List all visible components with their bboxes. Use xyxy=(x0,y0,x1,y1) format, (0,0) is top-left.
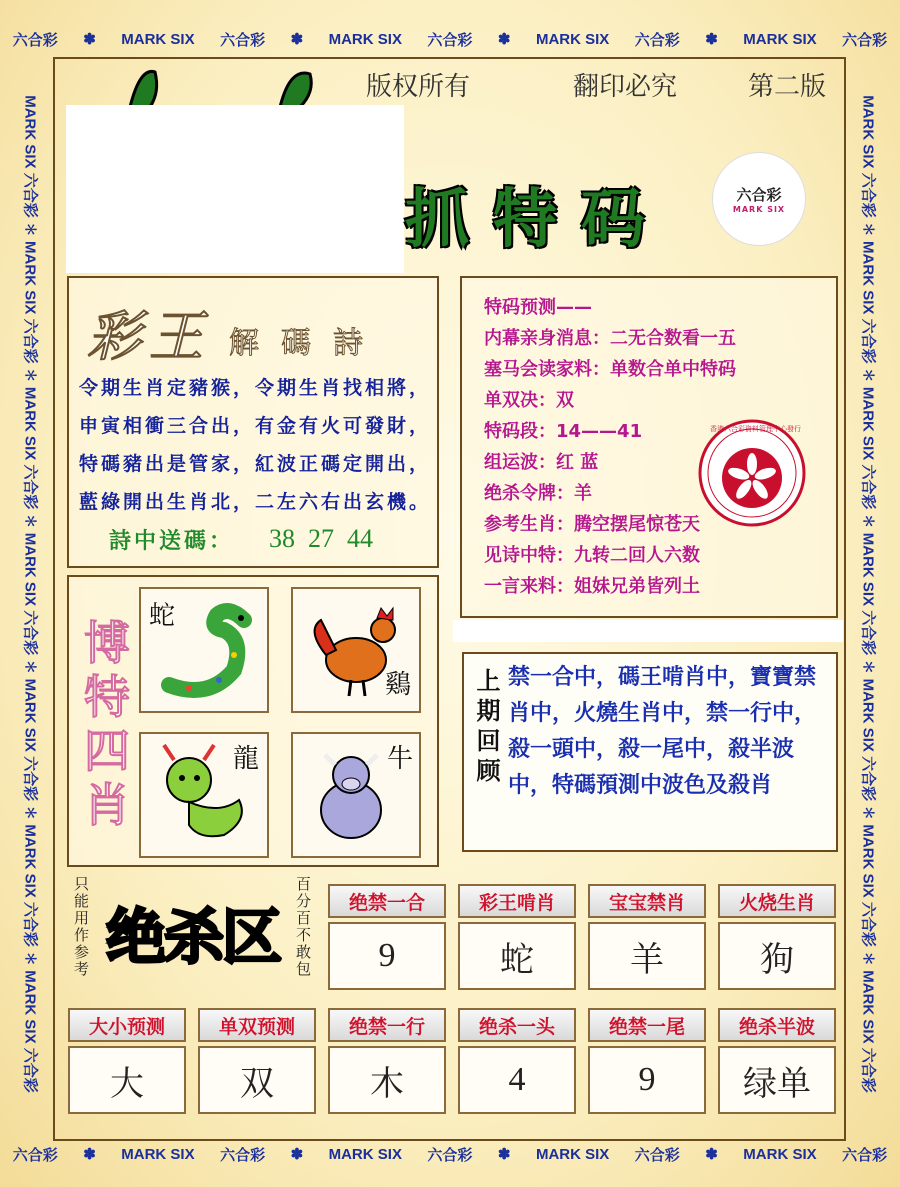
border-text: MARK SIX xyxy=(743,1145,817,1163)
kill-label: 宝宝禁肖 xyxy=(588,884,706,918)
prediction-line: 绝杀令牌：羊 xyxy=(484,483,592,504)
four-animals-title: 博特四肖 xyxy=(84,618,130,831)
right-note: 百分百不敢包 xyxy=(294,876,310,978)
review-text: 禁一合中，碼王啃肖中，寶寶禁肖中，火燒生肖中，禁一行中，殺一頭中，殺一尾中，殺半波中，特碼預測中波色及殺肖 xyxy=(508,665,817,798)
poem-line: 特碼豬出是管家，紅波正碼定開出， xyxy=(79,454,432,475)
poem-line: 藍綠開出生肖北，二左六右出玄機。 xyxy=(79,492,432,513)
kill-value: 蛇 xyxy=(458,922,576,990)
seal-text: 香港六合彩資料管理中心發行 xyxy=(710,425,801,433)
review-label: 上期回顾 xyxy=(472,668,500,788)
prediction-line: 特码段：14——41 xyxy=(484,421,643,442)
animal-label: 蛇 xyxy=(149,601,176,630)
border-text: MARK SIX xyxy=(328,1145,402,1163)
four-animals-box xyxy=(67,575,439,867)
top-border-strip xyxy=(0,22,900,56)
prediction-heading: 特码预测—— xyxy=(484,297,592,318)
hk-seal-icon xyxy=(697,418,807,528)
kill-label: 大小预测 xyxy=(68,1008,186,1042)
poem-send-numbers: 38 27 44 xyxy=(269,524,373,553)
kill-label: 绝杀半波 xyxy=(718,1008,836,1042)
copyright-text: 版权所有 xyxy=(366,72,471,101)
border-text: MARK SIX 六合彩 ✽ MARK SIX 六合彩 ✽ MARK SIX 六合彩 ✽ MARK SIX 六合彩 ✽ MARK SIX 六合彩 ✽ MARK SIX 六合彩 ✽ MARK SIX 六合彩 xyxy=(859,95,877,1093)
animal-label: 鷄 xyxy=(384,670,411,699)
border-text: 六合彩 xyxy=(427,31,473,49)
border-text: 六合彩 xyxy=(427,1146,473,1164)
flower-icon: ✽ xyxy=(83,31,96,48)
kill-label: 绝禁一行 xyxy=(328,1008,446,1042)
border-text: 六合彩 xyxy=(634,1146,680,1164)
flower-icon: ✽ xyxy=(83,1146,96,1163)
animal-cell-dragon xyxy=(139,732,269,858)
edition-text: 第二版 xyxy=(748,72,827,101)
animal-cell-snake xyxy=(139,587,269,713)
border-text: 六合彩 xyxy=(12,1146,58,1164)
kill-value: 9 xyxy=(588,1046,706,1114)
kill-value: 羊 xyxy=(588,922,706,990)
animal-label: 龍 xyxy=(232,744,259,773)
logo-text: 六合彩 xyxy=(736,186,782,204)
kill-value: 双 xyxy=(198,1046,316,1114)
kill-label: 单双预测 xyxy=(198,1008,316,1042)
animal-cell-rooster xyxy=(291,587,421,713)
prediction-line: 内幕亲身消息：二无合数看一五 xyxy=(484,328,736,349)
kill-value: 绿单 xyxy=(718,1046,836,1114)
animal-cell-ox xyxy=(291,732,421,858)
blank-area xyxy=(66,105,404,273)
border-text: MARK SIX xyxy=(121,30,195,48)
poem-box xyxy=(67,276,439,568)
prediction-line: 参考生肖：腾空摆尾惊苍天 xyxy=(484,514,700,535)
border-text: MARK SIX xyxy=(743,30,817,48)
flower-icon: ✽ xyxy=(290,31,304,48)
border-text: MARK SIX xyxy=(328,30,402,48)
kill-value: 4 xyxy=(458,1046,576,1114)
poem-lines xyxy=(79,370,435,522)
left-note: 只能用作参考 xyxy=(72,876,88,978)
page-title: 抓特码 xyxy=(405,184,669,255)
border-text: MARK SIX xyxy=(535,30,610,48)
kill-label: 彩王啃肖 xyxy=(458,884,576,918)
animal-label: 牛 xyxy=(386,744,413,773)
border-text: MARK SIX 六合彩 ✽ MARK SIX 六合彩 ✽ MARK SIX 六合彩 ✽ MARK SIX 六合彩 ✽ MARK SIX 六合彩 ✽ MARK SIX 六合彩 ✽ MARK SIX 六合彩 xyxy=(21,95,39,1093)
right-border-strip xyxy=(852,34,886,1154)
flower-icon: ✽ xyxy=(705,1146,718,1163)
prediction-line: 单双决：双 xyxy=(484,390,574,411)
prediction-line: 组运波：红 蓝 xyxy=(484,452,599,473)
left-border-strip xyxy=(14,34,48,1154)
review-box xyxy=(462,652,838,852)
prediction-line: 见诗中特：九转二回人六数 xyxy=(484,545,700,566)
no-copy-text: 翻印必究 xyxy=(573,72,678,101)
border-text: 六合彩 xyxy=(634,31,680,49)
border-text: 六合彩 xyxy=(842,31,888,49)
prediction-line: 塞马会读家料：单数合单中特码 xyxy=(484,359,736,380)
poem-title-small: 解碼詩 xyxy=(229,327,385,360)
bottom-border-strip xyxy=(0,1137,900,1171)
kill-value: 9 xyxy=(328,922,446,990)
poem-send-label: 詩中送碼： xyxy=(109,529,235,554)
flower-icon: ✽ xyxy=(497,1146,511,1163)
kill-label: 绝禁一尾 xyxy=(588,1008,706,1042)
blank-strip xyxy=(453,620,843,642)
poem-title-big: 彩王 xyxy=(87,307,211,367)
kill-value: 狗 xyxy=(718,922,836,990)
poem-line: 申寅相衝三合出，有金有火可發財， xyxy=(79,416,432,437)
border-text: 六合彩 xyxy=(842,1146,888,1164)
kill-label: 火烧生肖 xyxy=(718,884,836,918)
border-text: 六合彩 xyxy=(12,31,58,49)
poem-line: 令期生肖定豬猴，令期生肖找相將， xyxy=(79,378,432,399)
kill-value: 木 xyxy=(328,1046,446,1114)
prediction-box xyxy=(460,276,838,618)
kill-label: 绝杀一头 xyxy=(458,1008,576,1042)
border-text: 六合彩 xyxy=(220,31,266,49)
kill-value: 大 xyxy=(68,1046,186,1114)
border-text: MARK SIX xyxy=(535,1145,610,1163)
kill-zone-title: 绝杀区 xyxy=(106,903,280,973)
border-text: MARK SIX xyxy=(121,1145,195,1163)
kill-label: 绝禁一合 xyxy=(328,884,446,918)
prediction-line: 一言来料：姐妹兄弟皆列土 xyxy=(484,576,700,597)
flower-icon: ✽ xyxy=(290,1146,304,1163)
border-text: 六合彩 xyxy=(220,1146,266,1164)
flower-icon: ✽ xyxy=(497,31,511,48)
flower-icon: ✽ xyxy=(705,31,718,48)
mark-six-logo xyxy=(712,152,806,246)
logo-subtext: MARK SIX xyxy=(732,205,786,214)
